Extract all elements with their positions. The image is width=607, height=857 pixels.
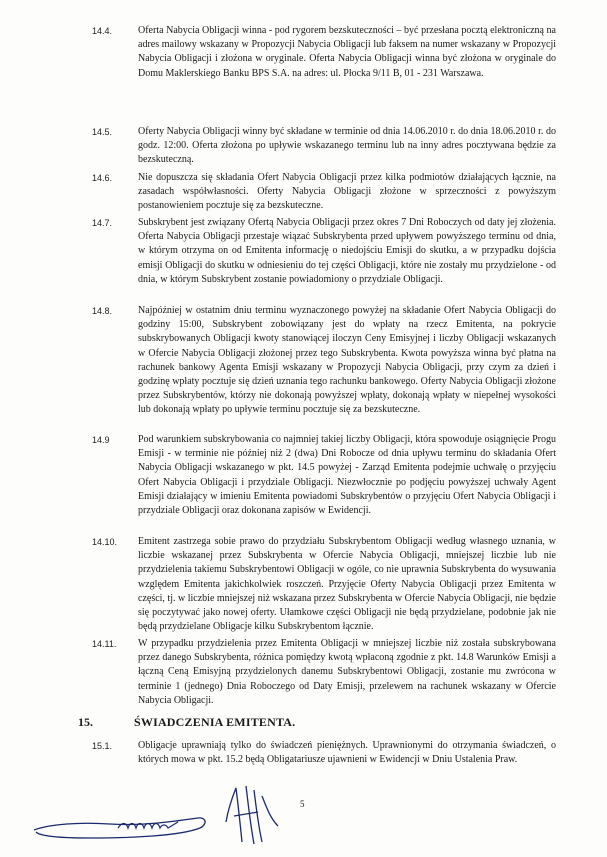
clause-text: Nie dopuszcza się składania Ofert Nabycia Obligacji przez kilka podmiotów działających łącznie, na zasadach współwłasności. Oferty Nabycia Obligacji złożone w sprzeczności z powyższym postanowieniem pocztuje się za bezskuteczne. — [138, 172, 556, 212]
clause-number: 14.6. — [92, 173, 113, 183]
clause-text: Oferty Nabycia Obligacji winny być składane w terminie od dnia 14.06.2010 r. do dnia 18.06.2010 r. do godz. 12:00. Oferta złożona po upływie wskazanego terminu lub na inny adres pocztywana będzie za bezskuteczną. — [138, 126, 556, 166]
clause-text: Subskrybent jest związany Ofertą Nabycia Obligacji przez okres 7 Dni Roboczych od daty jej złożenia. Oferta Nabycia Obligacji przestaje wiązać Subskrybenta przed upływem powyższego terminu od dnia, w którym otrzyma on od Emitenta informację o niedojściu Emisji do skutku, a w przypadku dojścia emisji Obligacji do skutku w odniesieniu do tej części Obligacji, które nie zostały mu przydzielone - od dnia, w którym Subskrybent zostanie powiadomiony o przydziale Obligacji. — [138, 217, 556, 285]
section-title: ŚWIADCZENIA EMITENTA. — [134, 715, 296, 729]
page-number: 5 — [300, 799, 305, 809]
clause-number: 14.4. — [92, 26, 113, 36]
clause-text: Obligacje uprawniają tylko do świadczeń pieniężnych. Uprawnionymi do otrzymania świadczeń, o których mowa w pkt. 15.2 będą Obligatariusze ujawnieni w Ewidencji w Dniu Ustalenia Praw. — [138, 740, 556, 766]
clause-number: 14.9 — [92, 435, 110, 445]
clause-text: Pod warunkiem subskrybowania co najmniej takiej liczby Obligacji, która spowoduje osiągnięcie Progu Emisji - w terminie nie później niż 2 (dwa) Dni Robocze od dnia upływu terminu do składania Ofert Nabycia Obligacji wskazanego w pkt. 14.5 powyżej - Zarząd Emitenta podejmie uchwałę o przyjęciu Ofert Nabycia Obligacji i przydziale Obligacji. Niezwłocznie po podjęciu powyższej uchwały Agent Emisji działający w imieniu Emitenta powiadomi Subskrybentów o przyjęciu Ofert Nabycia Obligacji i przydziale Obligacji oraz dokonana zapisów w Ewidencji. — [138, 434, 556, 517]
clause-number: 14.11. — [92, 639, 117, 649]
clause-number: 14.8. — [92, 306, 113, 316]
section-number: 15. — [78, 715, 93, 729]
clause-text: Oferta Nabycia Obligacji winna - pod rygorem bezskuteczności – być przesłana pocztą elektroniczną na adres mailowy wskazany w Propozycji Nabycia Obligacji lub faksem na numer wskazany w Propozycji Nabycia Obligacji i złożona w oryginale. Oferta Nabycia Obligacji winna być złożona w oryginale do Domu Maklerskiego Banku BPS S.A. na adres: ul. Płocka 9/11 B, 01 - 231 Warszawa. — [138, 25, 556, 79]
clause-text: W przypadku przydzielenia przez Emitenta Obligacji w mniejszej liczbie niż została subskrybowana przez danego Subskrybenta, różnica pomiędzy kwotą wpłaconą zgodnie z pkt. 14.8 Warunków Emisji a łączną Ceną Emisyjną przydzielonych danemu Subskrybentowi Obligacji, zostanie mu zwrócona w terminie 1 (jednego) Dnia Roboczego od Daty Emisji, przelewem na rachunek wskazany w Ofercie Nabycia Obligacji. — [138, 638, 556, 706]
clause-number: 15.1. — [92, 741, 113, 751]
clause-text: Najpóźniej w ostatnim dniu terminu wyznaczonego powyżej na składanie Ofert Nabycia Obligacji do godziny 15:00, Subskrybent zobowiązany jest do wpłaty na rzecz Emitenta, na pokrycie subskrybowanych Obligacji kwoty stanowiącej iloczyn Ceny Emisyjnej i liczby Obligacji wskazanych w Ofercie Nabycia Obligacji złożonej przez tego Subskrybenta. Kwota powyższa winna być płatna na rachunek bankowy Agenta Emisji wskazany w Propozycji Nabycia Obligacji, przy czym za dzień i godzinę wpłaty pocztuje się dzień uznania tego rachunku bankowego. Oferty Nabycia Obligacji złożone przez Subskrybentów, którzy nie dokonają powyższej wpłaty, dokonają wpłaty w niepełnej wysokości lub dokonają wpłaty po upływie terminu pocztuje się za bezskuteczne. — [138, 305, 556, 416]
clause-number: 14.7. — [92, 218, 113, 228]
handwritten-signature-right — [218, 782, 288, 848]
clause-number: 14.5. — [92, 127, 113, 137]
handwritten-signature-left — [30, 808, 220, 844]
clause-text: Emitent zastrzega sobie prawo do przydziału Subskrybentom Obligacji według własnego uznania, w liczbie wskazanej przez Subskrybenta w Ofercie Nabycia Obligacji, mniejszej liczbie lub nie przydzielenia takiemu Subskrybentowi Obligacji w ogóle, co nie uprawnia Subskrybenta do wysuwania względem Emitenta jakichkolwiek roszczeń. Przyjęcie Oferty Nabycia Obligacji przez Emitenta w części, tj. w liczbie mniejszej niż wskazana przez Subskrybenta w Ofercie Nabycia Obligacji, nie będzie się poczytywać jako nowej oferty. Ułamkowe części Obligacji nie będą przydzielane, podobnie jak nie będą przydzielane Obligacje kilku Subskrybentom łącznie. — [138, 536, 556, 633]
clause-number: 14.10. — [92, 537, 118, 547]
